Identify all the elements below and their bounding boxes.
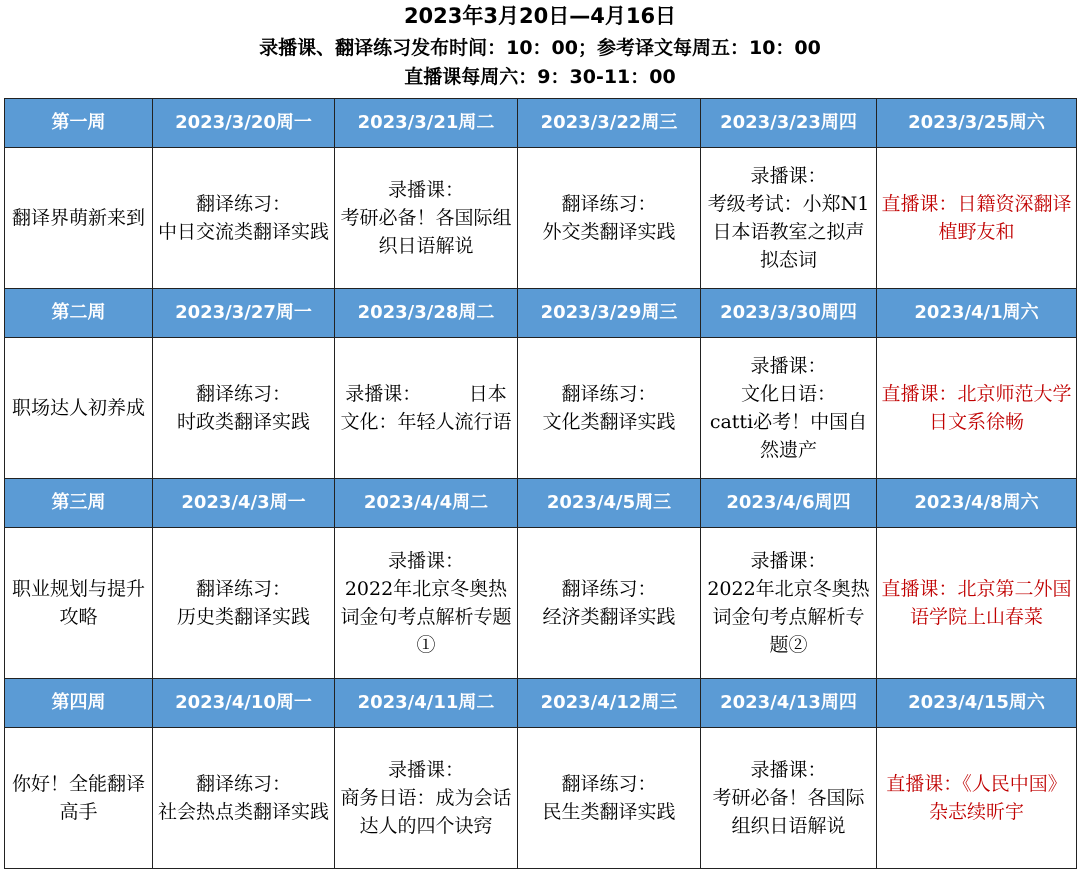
live-class-cell: 直播课：北京第二外国语学院上山春菜 <box>877 528 1077 679</box>
date-cell: 2023/3/29周三 <box>518 289 701 338</box>
schedule-cell: 录播课： 考级考试：小郑N1日本语教室之拟声拟态词 <box>701 148 877 289</box>
schedule-cell: 录播课： 考研必备！各国际组织日语解说 <box>335 148 518 289</box>
date-cell: 2023/4/13周四 <box>701 679 877 728</box>
week-header-row <box>5 479 1077 528</box>
date-cell: 2023/4/8周六 <box>877 479 1077 528</box>
schedule-cell: 录播课： 商务日语：成为会话达人的四个诀窍 <box>335 728 518 869</box>
schedule-cell: 翻译练习： 历史类翻译实践 <box>153 528 335 679</box>
live-class-cell: 直播课：北京师范大学日文系徐畅 <box>877 338 1077 479</box>
week-content-row <box>5 728 1077 869</box>
week-topic: 你好！全能翻译高手 <box>5 728 153 869</box>
schedule-cell: 翻译练习： 外交类翻译实践 <box>518 148 701 289</box>
schedule-cell: 录播课： 文化日语： catti必考！中国自然遗产 <box>701 338 877 479</box>
date-cell: 2023/3/28周二 <box>335 289 518 338</box>
date-cell: 2023/4/15周六 <box>877 679 1077 728</box>
week-label: 第四周 <box>5 679 153 728</box>
release-time-note: 录播课、翻译练习发布时间：10：00；参考译文每周五：10：00 <box>259 37 821 59</box>
week-topic: 翻译界萌新来到 <box>5 148 153 289</box>
date-cell: 2023/3/25周六 <box>877 99 1077 148</box>
live-class-cell: 直播课：《人民中国》杂志续昕宇 <box>877 728 1077 869</box>
schedule-cell: 录播课： 日本文化：年轻人流行语 <box>335 338 518 479</box>
week-content-row <box>5 528 1077 679</box>
week-label: 第一周 <box>5 99 153 148</box>
schedule-cell: 翻译练习： 民生类翻译实践 <box>518 728 701 869</box>
date-cell: 2023/3/30周四 <box>701 289 877 338</box>
week-content-row <box>5 338 1077 479</box>
week-content-row <box>5 148 1077 289</box>
week-label: 第二周 <box>5 289 153 338</box>
date-cell: 2023/3/22周三 <box>518 99 701 148</box>
date-cell: 2023/4/12周三 <box>518 679 701 728</box>
live-class-cell: 直播课：日籍资深翻译植野友和 <box>877 148 1077 289</box>
schedule-cell: 录播课： 考研必备！各国际组织日语解说 <box>701 728 877 869</box>
schedule-cell: 翻译练习： 经济类翻译实践 <box>518 528 701 679</box>
schedule-cell: 录播课： 2022年北京冬奥热词金句考点解析专题① <box>335 528 518 679</box>
date-cell: 2023/4/11周二 <box>335 679 518 728</box>
week-topic: 职业规划与提升攻略 <box>5 528 153 679</box>
week-topic: 职场达人初养成 <box>5 338 153 479</box>
date-cell: 2023/4/1周六 <box>877 289 1077 338</box>
date-cell: 2023/3/23周四 <box>701 99 877 148</box>
schedule-title: 2023年3月20日—4月16日 <box>403 4 677 28</box>
schedule-table <box>4 98 1077 869</box>
week-header-row <box>5 679 1077 728</box>
date-cell: 2023/4/3周一 <box>153 479 335 528</box>
date-cell: 2023/4/10周一 <box>153 679 335 728</box>
date-cell: 2023/4/4周二 <box>335 479 518 528</box>
live-class-time-note: 直播课每周六：9：30-11：00 <box>404 66 676 88</box>
schedule-cell: 录播课： 2022年北京冬奥热词金句考点解析专题② <box>701 528 877 679</box>
schedule-cell: 翻译练习： 时政类翻译实践 <box>153 338 335 479</box>
schedule-cell: 翻译练习： 社会热点类翻译实践 <box>153 728 335 869</box>
week-header-row <box>5 289 1077 338</box>
date-cell: 2023/3/20周一 <box>153 99 335 148</box>
week-header-row <box>5 99 1077 148</box>
schedule-cell: 翻译练习： 文化类翻译实践 <box>518 338 701 479</box>
date-cell: 2023/3/27周一 <box>153 289 335 338</box>
schedule-cell: 翻译练习： 中日交流类翻译实践 <box>153 148 335 289</box>
date-cell: 2023/4/5周三 <box>518 479 701 528</box>
date-cell: 2023/4/6周四 <box>701 479 877 528</box>
date-cell: 2023/3/21周二 <box>335 99 518 148</box>
week-label: 第三周 <box>5 479 153 528</box>
